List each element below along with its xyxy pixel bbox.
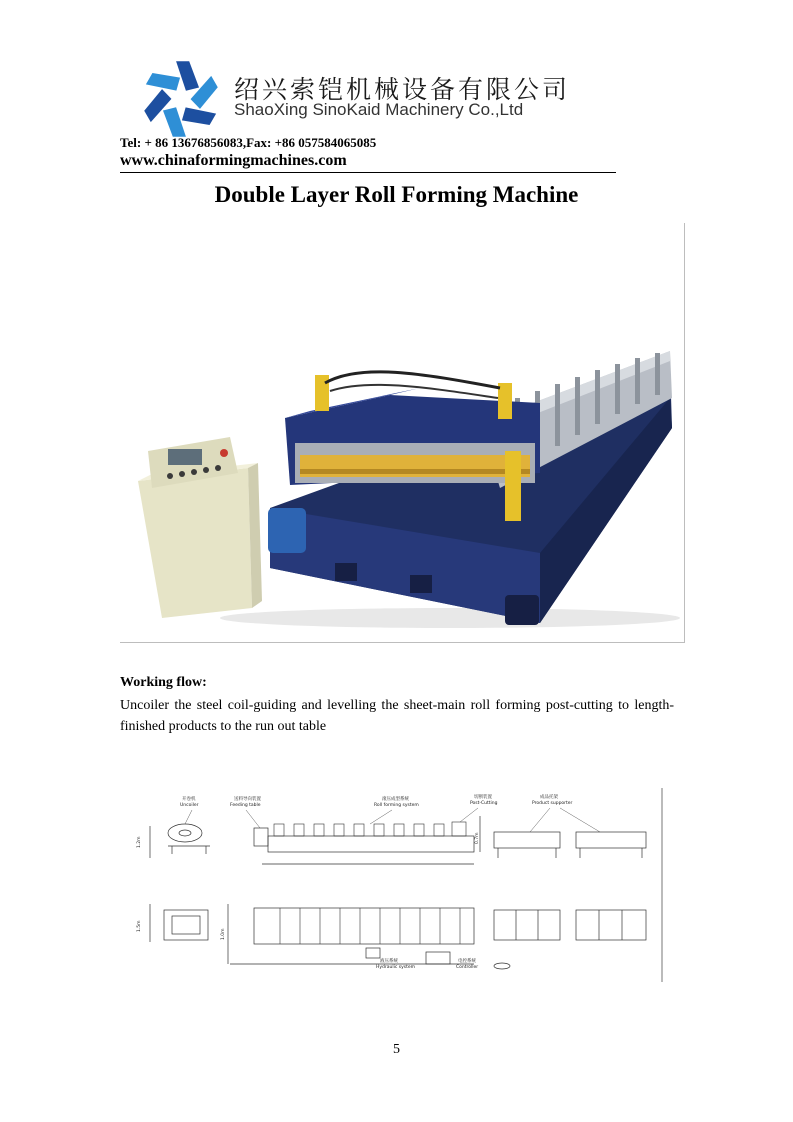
feeding-label-en: Feeding table <box>230 803 261 808</box>
document-title: Double Layer Roll Forming Machine <box>214 182 579 207</box>
roll-system-label-cn: 滚压成型系统 <box>382 797 409 802</box>
controller-label-cn: 电控系统 <box>458 959 476 964</box>
controller-label-en: Controller <box>456 965 479 970</box>
contact-phone-fax: Tel: + 86 13676856083,Fax: +86 057584065085 <box>120 135 377 150</box>
page-number: 5 <box>393 1042 400 1057</box>
dimension-width-plan: 1.5m <box>137 920 142 932</box>
product-supporter-label-cn: 成品托架 <box>540 795 558 800</box>
uncoiler-label-cn: 开卷机 <box>182 797 196 802</box>
post-cutting-label-cn: 切断装置 <box>474 795 492 800</box>
website-url: www.chinaformingmachines.com <box>120 152 347 169</box>
working-flow-heading: Working flow: <box>120 675 207 690</box>
post-cutting-label-en: Post-Cutting <box>470 801 498 806</box>
header-divider <box>120 172 616 173</box>
working-flow-text: Uncoiler the steel coil-guiding and levelling the sheet-main roll forming post-cutting to length-finished products to the run out table <box>120 698 674 734</box>
dimension-width-roll: 1.0m <box>221 928 226 940</box>
roll-forming-machine-icon <box>120 223 685 643</box>
hydraulic-label-en: Hydraulic system <box>376 965 416 970</box>
dimension-height-cut: 0.7m <box>475 832 480 844</box>
photo-border-bottom <box>120 642 685 643</box>
company-name-english: ShaoXing SinoKaid Machinery Co.,Ltd <box>234 100 524 119</box>
uncoiler-label-en: Uncoiler <box>180 803 199 808</box>
company-logo-icon <box>140 58 222 140</box>
machine-photo <box>120 223 685 643</box>
photo-border-right <box>684 223 685 643</box>
dimension-height-side: 1.2m <box>137 836 142 848</box>
product-supporter-label-en: Product supporter <box>532 801 573 806</box>
roll-system-label-en: Roll forming system <box>374 803 419 808</box>
machine-layout-drawing <box>130 786 666 982</box>
company-name-chinese: 绍兴索铠机械设备有限公司 <box>234 75 571 104</box>
feeding-label-cn: 送料导向装置 <box>234 797 261 802</box>
hydraulic-label-cn: 液压系统 <box>380 959 398 964</box>
